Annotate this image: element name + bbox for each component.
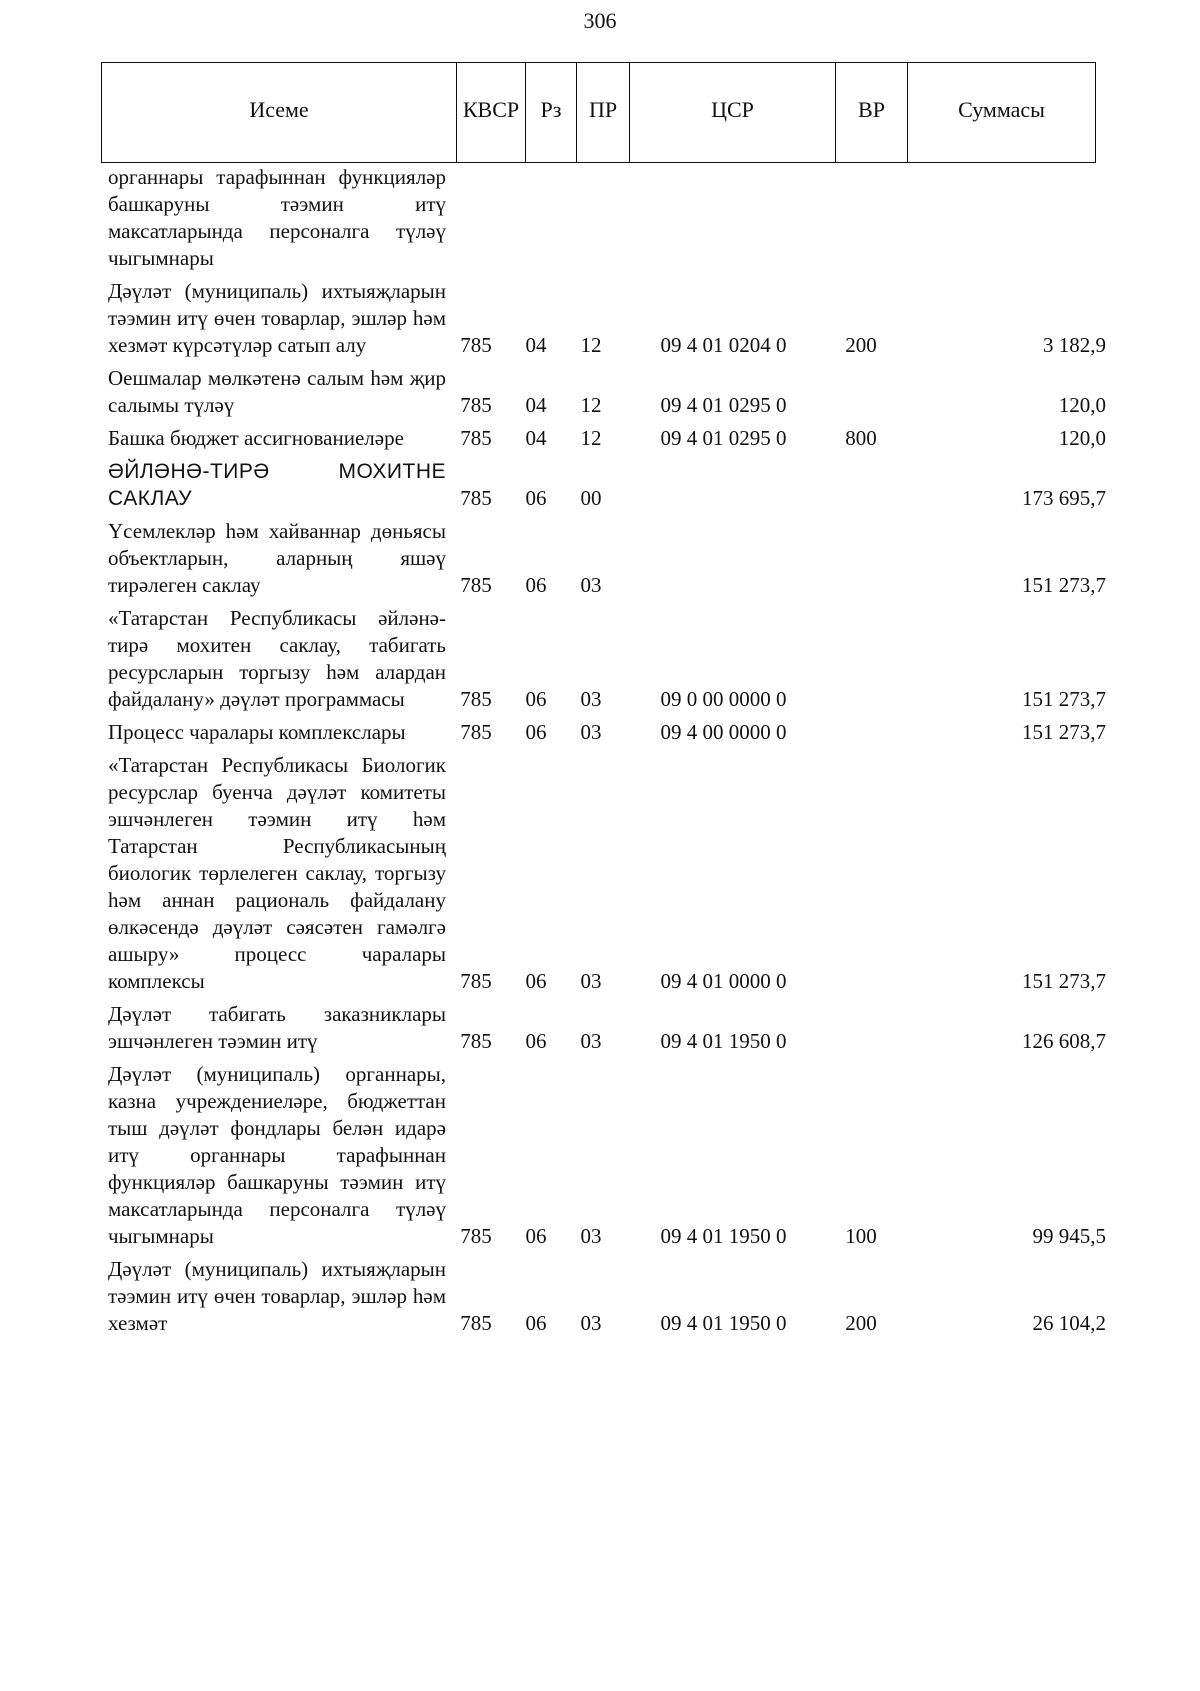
row-rz: 06 <box>525 969 547 993</box>
table-row <box>0 164 1200 272</box>
row-pr: 03 <box>580 1311 602 1335</box>
row-sum: 3 182,9 <box>1043 333 1106 357</box>
row-name: Дәүләт (муниципаль) ихтыяҗларын тәэмин итү өчен товарлар, эшләр һәм хезмәт күрсәтүләр сатып алу <box>108 279 446 357</box>
row-rz: 06 <box>525 573 547 597</box>
row-vr: 200 <box>845 333 877 357</box>
row-name: Дәүләт (муниципаль) ихтыяҗларын тәэмин итү өчен товарлар, эшләр һәм хезмәт <box>108 1257 446 1335</box>
row-csr: 09 4 01 1950 0 <box>660 1224 787 1248</box>
row-pr: 03 <box>580 969 602 993</box>
row-name: Дәүләт табигать заказниклары эшчәнлеген тәэмин итү <box>108 1002 446 1053</box>
row-rz: 06 <box>525 1311 547 1335</box>
column-header-sum: Суммасы <box>958 96 1045 122</box>
column-header-kvsr: КВСР <box>457 63 526 162</box>
row-name: Дәүләт (муниципаль) органнары, казна учреждениеләре, бюджеттан тыш дәүләт фондлары белән идарә итү органнары тарафыннан функцияләр башкаруны тәэмин итү максатларында персоналга түләү чыгымнары <box>108 1062 446 1248</box>
row-kvsr: 785 <box>460 1029 492 1053</box>
row-pr: 03 <box>580 1224 602 1248</box>
row-kvsr: 785 <box>460 486 492 510</box>
table-row <box>0 1256 1200 1337</box>
row-pr: 12 <box>580 393 602 417</box>
table-row <box>0 278 1200 359</box>
row-sum: 126 608,7 <box>1022 1029 1106 1053</box>
row-sum: 120,0 <box>1058 393 1106 417</box>
column-header-name: Исеме <box>102 63 457 162</box>
row-name: органнары тарафыннан функцияләр башкаруны тәэмин итү максатларында персоналга түләү чыгымнары <box>108 165 446 270</box>
row-csr: 09 4 01 0295 0 <box>660 393 787 417</box>
row-sum: 173 695,7 <box>1022 486 1106 510</box>
row-sum: 120,0 <box>1058 426 1106 450</box>
column-header-pr: ПР <box>577 63 630 162</box>
row-kvsr: 785 <box>460 573 492 597</box>
row-kvsr: 785 <box>460 426 492 450</box>
row-pr: 03 <box>580 1029 602 1053</box>
row-rz: 06 <box>525 1224 547 1248</box>
row-csr: 09 4 01 1950 0 <box>660 1029 787 1053</box>
table-row <box>0 752 1200 995</box>
row-pr: 03 <box>580 720 602 744</box>
table-row <box>0 1001 1200 1055</box>
row-kvsr: 785 <box>460 1311 492 1335</box>
row-name: Оешмалар мөлкәтенә салым һәм җир салымы түләү <box>108 366 446 417</box>
row-sum: 151 273,7 <box>1022 969 1106 993</box>
row-name: «Татарстан Республикасы әйләнә-тирә мохитен саклау, табигать ресурсларын торгызу һәм алардан файдалану» дәүләт программасы <box>108 606 446 711</box>
table-row <box>0 458 1200 512</box>
row-csr: 09 4 01 0295 0 <box>660 426 787 450</box>
row-sum: 99 945,5 <box>1032 1224 1106 1248</box>
row-pr: 12 <box>580 333 602 357</box>
row-rz: 04 <box>525 393 547 417</box>
row-csr: 09 0 00 0000 0 <box>660 687 787 711</box>
table-header <box>101 62 1096 163</box>
row-pr: 12 <box>580 426 602 450</box>
table-row <box>0 1061 1200 1250</box>
row-pr: 03 <box>580 573 602 597</box>
row-name: Үсемлекләр һәм хайваннар дөньясы объектларын, аларның яшәү тирәлеген саклау <box>108 519 446 597</box>
row-rz: 06 <box>525 486 547 510</box>
row-pr: 00 <box>580 486 602 510</box>
row-kvsr: 785 <box>460 333 492 357</box>
row-pr: 03 <box>580 687 602 711</box>
row-name: Башка бюджет ассигнованиеләре <box>108 426 404 450</box>
row-sum: 151 273,7 <box>1022 720 1106 744</box>
row-kvsr: 785 <box>460 687 492 711</box>
table-row <box>0 605 1200 713</box>
column-header-rz: Рз <box>526 63 577 162</box>
row-csr: 09 4 01 0000 0 <box>660 969 787 993</box>
row-vr: 200 <box>845 1311 877 1335</box>
row-csr: 09 4 01 1950 0 <box>660 1311 787 1335</box>
row-csr: 09 4 01 0204 0 <box>660 333 787 357</box>
row-rz: 06 <box>525 687 547 711</box>
row-kvsr: 785 <box>460 1224 492 1248</box>
row-rz: 06 <box>525 1029 547 1053</box>
row-kvsr: 785 <box>460 393 492 417</box>
table-row <box>0 518 1200 599</box>
row-vr: 800 <box>845 426 877 450</box>
column-header-vr: ВР <box>836 63 908 162</box>
row-sum: 151 273,7 <box>1022 573 1106 597</box>
row-sum: 26 104,2 <box>1032 1311 1106 1335</box>
row-csr: 09 4 00 0000 0 <box>660 720 787 744</box>
table-row <box>0 425 1200 452</box>
row-name: «Татарстан Республикасы Биологик ресурслар буенча дәүләт комитеты эшчәнлеген тәэмин итү һәм Татарстан Республикасының биологик төрлелеген саклау, торгызу һәм аннан рациональ файдалану өлкәсендә дәүләт сәясәтен гамәлгә ашыру» процесс чаралары комплексы <box>108 753 446 993</box>
row-name: ӘЙЛӘНӘ-ТИРӘ МОХИТНЕ САКЛАУ <box>108 460 446 510</box>
page-number: 306 <box>583 8 617 33</box>
table-row <box>0 719 1200 746</box>
row-rz: 06 <box>525 720 547 744</box>
row-name: Процесс чаралары комплекслары <box>108 720 406 744</box>
row-vr: 100 <box>845 1224 877 1248</box>
row-rz: 04 <box>525 333 547 357</box>
table-body <box>0 164 1200 1337</box>
row-sum: 151 273,7 <box>1022 687 1106 711</box>
table-row <box>0 365 1200 419</box>
row-kvsr: 785 <box>460 969 492 993</box>
column-header-csr: ЦСР <box>630 63 836 162</box>
row-rz: 04 <box>525 426 547 450</box>
row-kvsr: 785 <box>460 720 492 744</box>
